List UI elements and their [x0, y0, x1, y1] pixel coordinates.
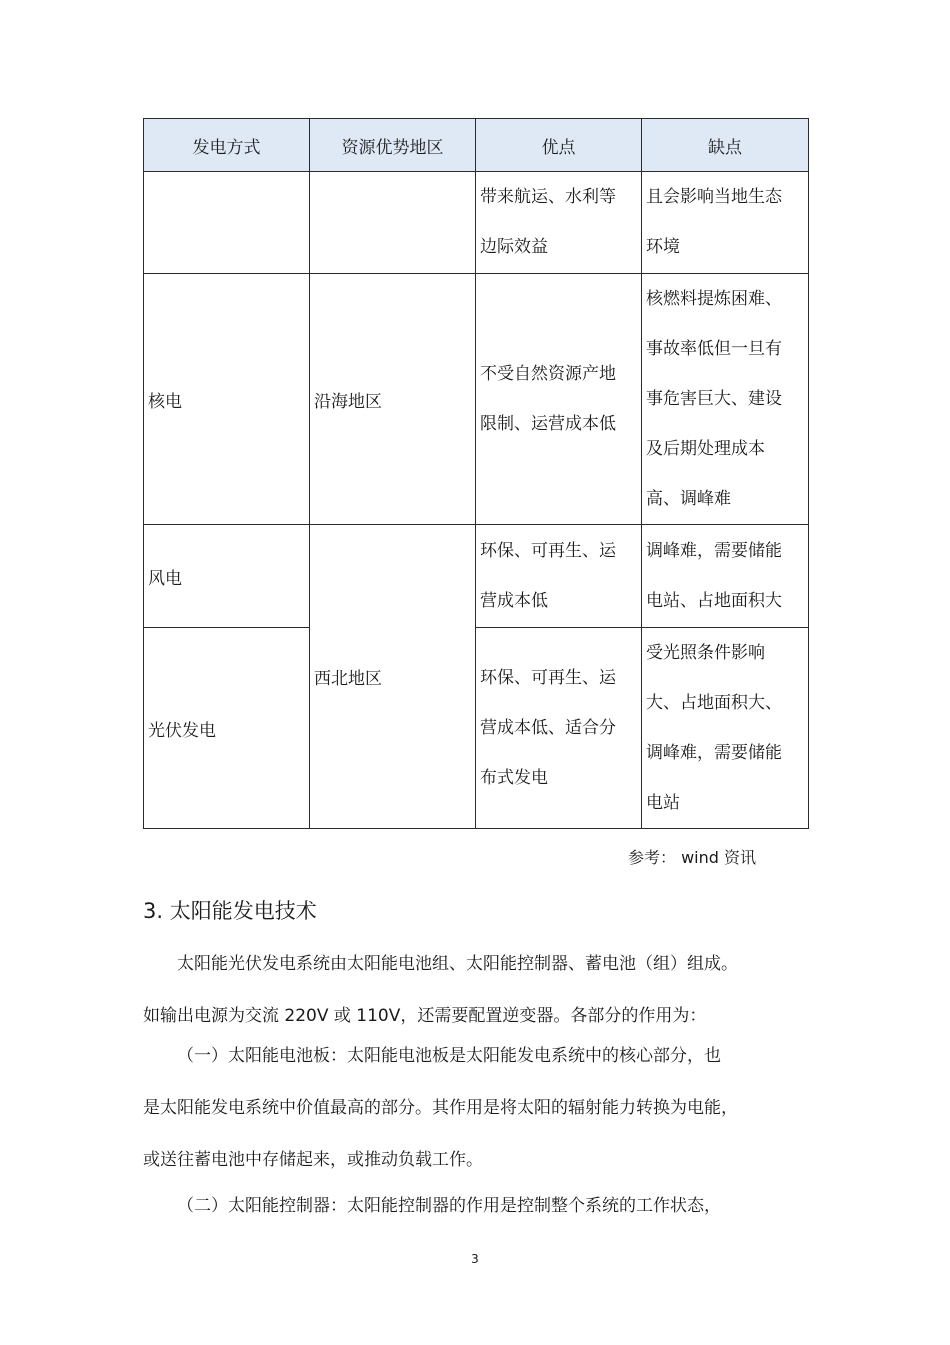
- cell-line: 营成本低、适合分: [480, 718, 616, 738]
- cell-line: 边际效益: [480, 237, 548, 257]
- cell-line: 布式发电: [480, 768, 548, 788]
- cell-line: 环境: [646, 237, 680, 257]
- paragraph-line: （一）太阳能电池板：太阳能电池板是太阳能发电系统中的核心部分，也: [177, 1046, 721, 1066]
- table-row: [144, 274, 809, 525]
- cell-method: 风电: [144, 525, 310, 628]
- reference-note: 参考： wind 资讯: [628, 848, 757, 867]
- cell-line: 不受自然资源产地: [480, 364, 616, 384]
- cell-region-shared: 西北地区: [310, 525, 476, 829]
- paragraph-controller: [143, 1180, 783, 1232]
- cell-cons: [642, 628, 809, 829]
- cell-line: 限制、运营成本低: [480, 414, 616, 434]
- cell-method: [144, 172, 310, 274]
- cell-line: 电站、占地面积大: [646, 591, 782, 611]
- cell-line: 且会影响当地生态: [646, 187, 782, 207]
- table-row: [144, 172, 809, 274]
- cell-method: 光伏发电: [144, 628, 310, 829]
- cell-method: 核电: [144, 274, 310, 525]
- cell-pros: [476, 172, 642, 274]
- table-header-row: [144, 119, 809, 172]
- cell-region: 沿海地区: [310, 274, 476, 525]
- cell-line: 事故率低但一旦有: [646, 339, 782, 359]
- paragraph-line: （二）太阳能控制器：太阳能控制器的作用是控制整个系统的工作状态，: [177, 1196, 721, 1216]
- cell-cons: [642, 525, 809, 628]
- cell-line: 环保、可再生、运: [480, 541, 616, 561]
- header-region: 资源优势地区: [310, 119, 476, 172]
- power-generation-table: [143, 118, 809, 829]
- page-number: 3: [471, 1252, 479, 1266]
- cell-line: 大、占地面积大、: [646, 693, 782, 713]
- cell-cons: [642, 172, 809, 274]
- cell-line: 营成本低: [480, 591, 548, 611]
- cell-pros: [476, 525, 642, 628]
- cell-pros: [476, 628, 642, 829]
- cell-line: 电站: [646, 793, 680, 813]
- paragraph-line: 太阳能光伏发电系统由太阳能电池组、太阳能控制器、蓄电池（组）组成。: [177, 954, 738, 974]
- paragraph-line: 是太阳能发电系统中价值最高的部分。其作用是将太阳的辐射能力转换为电能，: [143, 1098, 738, 1118]
- paragraph-intro: [143, 938, 783, 1042]
- cell-line: 带来航运、水利等: [480, 187, 616, 207]
- cell-line: 核燃料提炼困难、: [646, 289, 782, 309]
- section-heading: 3. 太阳能发电技术: [143, 899, 317, 923]
- cell-pros: [476, 274, 642, 525]
- paragraph-solar-panel: [143, 1030, 783, 1186]
- cell-cons: [642, 274, 809, 525]
- cell-region: [310, 172, 476, 274]
- cell-line: 受光照条件影响: [646, 643, 765, 663]
- header-pros: 优点: [476, 119, 642, 172]
- table-row: [144, 525, 809, 628]
- header-method: 发电方式: [144, 119, 310, 172]
- paragraph-line: 如输出电源为交流 220V 或 110V，还需要配置逆变器。各部分的作用为：: [143, 1006, 707, 1026]
- cell-line: 事危害巨大、建设: [646, 389, 782, 409]
- paragraph-line: 或送往蓄电池中存储起来，或推动负载工作。: [143, 1150, 483, 1170]
- cell-line: 环保、可再生、运: [480, 668, 616, 688]
- cell-line: 调峰难，需要储能: [646, 541, 782, 561]
- cell-line: 及后期处理成本: [646, 439, 765, 459]
- table-row: [144, 628, 809, 829]
- power-table-container: [143, 118, 808, 829]
- cell-line: 高、调峰难: [646, 489, 731, 509]
- header-cons: 缺点: [642, 119, 809, 172]
- cell-line: 调峰难，需要储能: [646, 743, 782, 763]
